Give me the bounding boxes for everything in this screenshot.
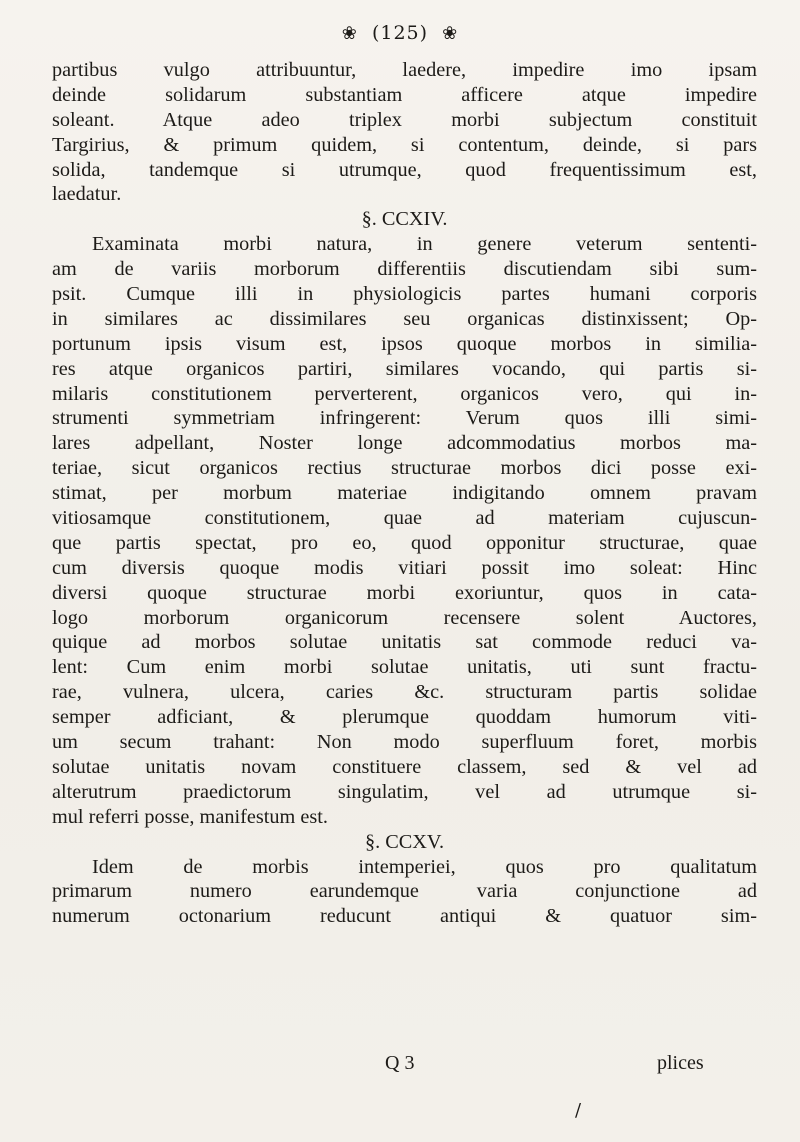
text-line: semper adficiant, & plerumque quoddam humorum viti-	[52, 706, 757, 729]
text-line: in similares ac dissimilares seu organicas distinxissent; Op-	[52, 307, 757, 330]
text-line: strumenti symmetriam infringerent: Verum quos illi simi-	[52, 407, 757, 430]
body-text	[52, 58, 757, 929]
text-line: que partis spectat, pro eo, quod opponitur structurae, quae	[52, 531, 757, 554]
text-line: stimat, per morbum materiae indigitando omnem pravam	[52, 482, 757, 505]
stray-mark: /	[575, 1100, 582, 1121]
text-line: diversi quoque structurae morbi exoriuntur, quos in cata-	[52, 581, 757, 604]
text-line: Targirius, & primum quidem, si contentum, deinde, si pars	[52, 133, 757, 156]
text-line: alterutrum praedictorum singulatim, vel ad utrumque si-	[52, 780, 757, 803]
left-ornament-icon: ❀	[341, 23, 358, 44]
text-line: Examinata morbi natura, in genere veterum sententi-	[92, 233, 757, 256]
text-line: quique ad morbos solutae unitatis sat commode reduci va-	[52, 631, 757, 654]
text-line: psit. Cumque illi in physiologicis partes humani corporis	[52, 283, 757, 306]
text-line: numerum octonarium reducunt antiqui & quatuor sim-	[52, 905, 757, 928]
catchword: plices	[657, 1052, 704, 1074]
text-line: portunum ipsis visum est, ipsos quoque morbos in similia-	[52, 332, 757, 355]
text-line: vitiosamque constitutionem, quae ad materiam cujuscun-	[52, 507, 757, 530]
text-line: logo morborum organicorum recensere solent Auctores,	[52, 606, 757, 629]
text-line: rae, vulnera, ulcera, caries &c. structuram partis solidae	[52, 681, 757, 704]
text-line: partibus vulgo attribuuntur, laedere, impedire imo ipsam	[52, 59, 757, 81]
text-line: lares adpellant, Noster longe adcommodatius morbos ma-	[52, 432, 757, 455]
text-line: res atque organicos partiri, similares vocando, qui partis si-	[52, 357, 757, 380]
text-line: laedatur.	[52, 183, 122, 206]
text-line: solutae unitatis novam constituere classem, sed & vel ad	[52, 755, 757, 778]
text-line: solida, tandemque si utrumque, quod frequentissimum est,	[52, 158, 757, 181]
page-header	[0, 22, 800, 44]
text-line: um secum trahant: Non modo superfluum foret, morbis	[52, 731, 757, 754]
page-number: (125)	[371, 22, 429, 44]
text-line: deinde solidarum substantiam afficere atque impedire	[52, 83, 757, 106]
section-heading: §. CCXIV.	[361, 208, 448, 231]
text-line: mul referri posse, manifestum est.	[52, 805, 328, 828]
right-ornament-icon: ❀	[442, 23, 459, 44]
text-line: milaris constitutionem perverterent, organicos vero, qui in-	[52, 382, 757, 405]
section-heading: §. CCXV.	[364, 830, 445, 853]
text-line: cum diversis quoque modis vitiari possit imo soleat: Hinc	[52, 556, 757, 579]
text-line: am de variis morborum differentiis discutiendam sibi sum-	[52, 258, 757, 281]
text-line: primarum numero earundemque varia conjunctione ad	[52, 880, 757, 903]
signature-mark: Q 3	[385, 1052, 415, 1074]
text-line: lent: Cum enim morbi solutae unitatis, uti sunt fractu-	[52, 656, 757, 679]
text-line: Idem de morbis intemperiei, quos pro qualitatum	[92, 855, 757, 878]
text-line: soleant. Atque adeo triplex morbi subjectum constituit	[52, 108, 757, 131]
text-line: teriae, sicut organicos rectius structurae morbos dici posse exi-	[52, 457, 757, 480]
